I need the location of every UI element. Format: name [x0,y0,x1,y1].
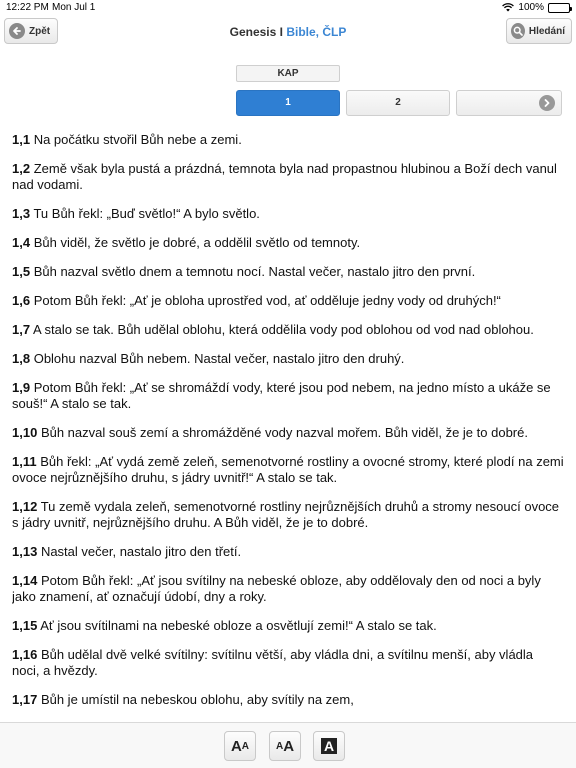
page-title [0,25,576,39]
verse-item[interactable] [12,692,564,708]
verse-text: Bůh řekl: „Ať vydá země zeleň, semenotvorné rostliny a ovocné stromy, které plodí na zemi ovoce nejrůznějšího druhu, s jádry uvnitř!“ A stalo se tak. [12,454,564,485]
verse-item[interactable] [12,499,564,531]
book-name: Genesis [229,25,277,39]
verse-number: 1,2 [12,161,31,176]
status-time: 12:22 PM [6,2,49,13]
verse-item[interactable] [12,647,564,679]
verse-number: 1,11 [12,454,37,469]
verse-number: 1,3 [12,206,31,221]
verse-item[interactable] [12,544,564,560]
verse-text: Potom Bůh řekl: „Ať je obloha uprostřed vod, ať odděluje jedny vody od druhých!“ [33,293,501,308]
verse-item[interactable] [12,351,564,367]
title-separator: I [276,25,287,39]
verse-item[interactable] [12,161,564,193]
font-decrease-icon-small: A [241,740,250,752]
verse-text: Bůh viděl, že světlo je dobré, a oddělil světlo od temnoty. [33,235,361,250]
verse-text: Nastal večer, nastalo jitro den třetí. [40,544,242,559]
search-button[interactable] [506,18,572,44]
verse-number: 1,14 [12,573,38,588]
back-button-label: Zpět [29,25,51,37]
search-button-label: Hledání [528,25,565,37]
verse-number: 1,16 [12,647,38,662]
verse-text: Tu země vydala zeleň, semenotvorné rostliny nejrůznějších druhů a stromy nesoucí ovoce s jádry uvnitř, nejrůznějšího druhu. A Bůh viděl, že je to dobré. [12,499,560,530]
chapter-label: KAP [236,65,340,82]
verse-item[interactable] [12,425,564,441]
bible-version-link[interactable]: Bible, ČLP [286,25,347,39]
wifi-icon [502,3,514,12]
verse-text: Země však byla pustá a prázdná, temnota byla nad propastnou hlubinou a Boží dech vanul nad vodami. [12,161,557,192]
verse-number: 1,6 [12,293,31,308]
search-icon [511,23,525,39]
invert-colors-button[interactable] [313,731,345,761]
battery-icon [548,3,570,13]
font-increase-icon-small: A [275,740,284,752]
verse-number: 1,1 [12,132,31,147]
verse-text: Na počátku stvořil Bůh nebe a zemi. [33,132,242,147]
verse-text: Potom Bůh řekl: „Ať jsou svítilny na nebeské obloze, aby oddělovaly den od noci a byly jako znamení, ať označují údobí, dny a roky. [12,573,541,604]
verse-number: 1,10 [12,425,38,440]
verse-item[interactable] [12,618,564,634]
verse-item[interactable] [12,454,564,486]
font-decrease-button[interactable] [224,731,256,761]
chapter-tab-2[interactable]: 2 [346,90,450,116]
verse-number: 1,8 [12,351,31,366]
verse-number: 1,9 [12,380,31,395]
verse-item[interactable] [12,322,564,338]
verse-text: Bůh nazval souš zemí a shromážděné vody nazval mořem. Bůh viděl, že je to dobré. [40,425,528,440]
font-decrease-icon-big: A [230,737,242,755]
bottom-toolbar [0,722,576,768]
verse-text: Bůh je umístil na nebeskou oblohu, aby svítily na zem, [40,692,354,707]
verse-text: Potom Bůh řekl: „Ať se shromáždí vody, které jsou pod nebem, na jedno místo a ukáže se souš!“ A stalo se tak. [12,380,551,411]
chapter-next-button[interactable] [456,90,562,116]
verse-text: Ať jsou svítilnami na nebeské obloze a osvětlují zemi!“ A stalo se tak. [40,618,437,633]
verse-text: Bůh nazval světlo dnem a temnotu nocí. Nastal večer, nastalo jitro den první. [33,264,476,279]
verse-item[interactable] [12,235,564,251]
font-increase-icon-big: A [283,737,295,755]
verse-number: 1,15 [12,618,38,633]
verse-item[interactable] [12,132,564,148]
verse-number: 1,5 [12,264,31,279]
status-bar [0,0,576,16]
verse-item[interactable] [12,206,564,222]
verse-item[interactable] [12,264,564,280]
verse-number: 1,17 [12,692,38,707]
font-increase-button[interactable] [269,731,301,761]
verse-text: Bůh udělal dvě velké svítilny: svítilnu větší, aby vládla dni, a svítilnu menší, aby vládla noci, a hvězdy. [12,647,534,678]
verse-number: 1,13 [12,544,38,559]
status-date: Mon Jul 1 [52,2,96,13]
navigation-bar [0,16,576,48]
invert-colors-icon: A [321,738,337,754]
verse-item[interactable] [12,293,564,309]
verse-text: A stalo se tak. Bůh udělal oblohu, která oddělila vody pod oblohou od vod nad oblohou. [32,322,534,337]
status-right [502,2,570,13]
verse-text: Oblohu nazval Bůh nebem. Nastal večer, nastalo jitro den druhý. [33,351,405,366]
battery-percent: 100% [518,2,544,13]
verse-item[interactable] [12,380,564,412]
verse-number: 1,12 [12,499,38,514]
chapter-tab-1[interactable]: 1 [236,90,340,116]
verse-list [12,132,564,722]
verse-number: 1,4 [12,235,31,250]
verse-item[interactable] [12,573,564,605]
verse-text: Tu Bůh řekl: „Buď světlo!“ A bylo světlo. [33,206,260,221]
chevron-right-icon [539,95,555,111]
verse-number: 1,7 [12,322,31,337]
